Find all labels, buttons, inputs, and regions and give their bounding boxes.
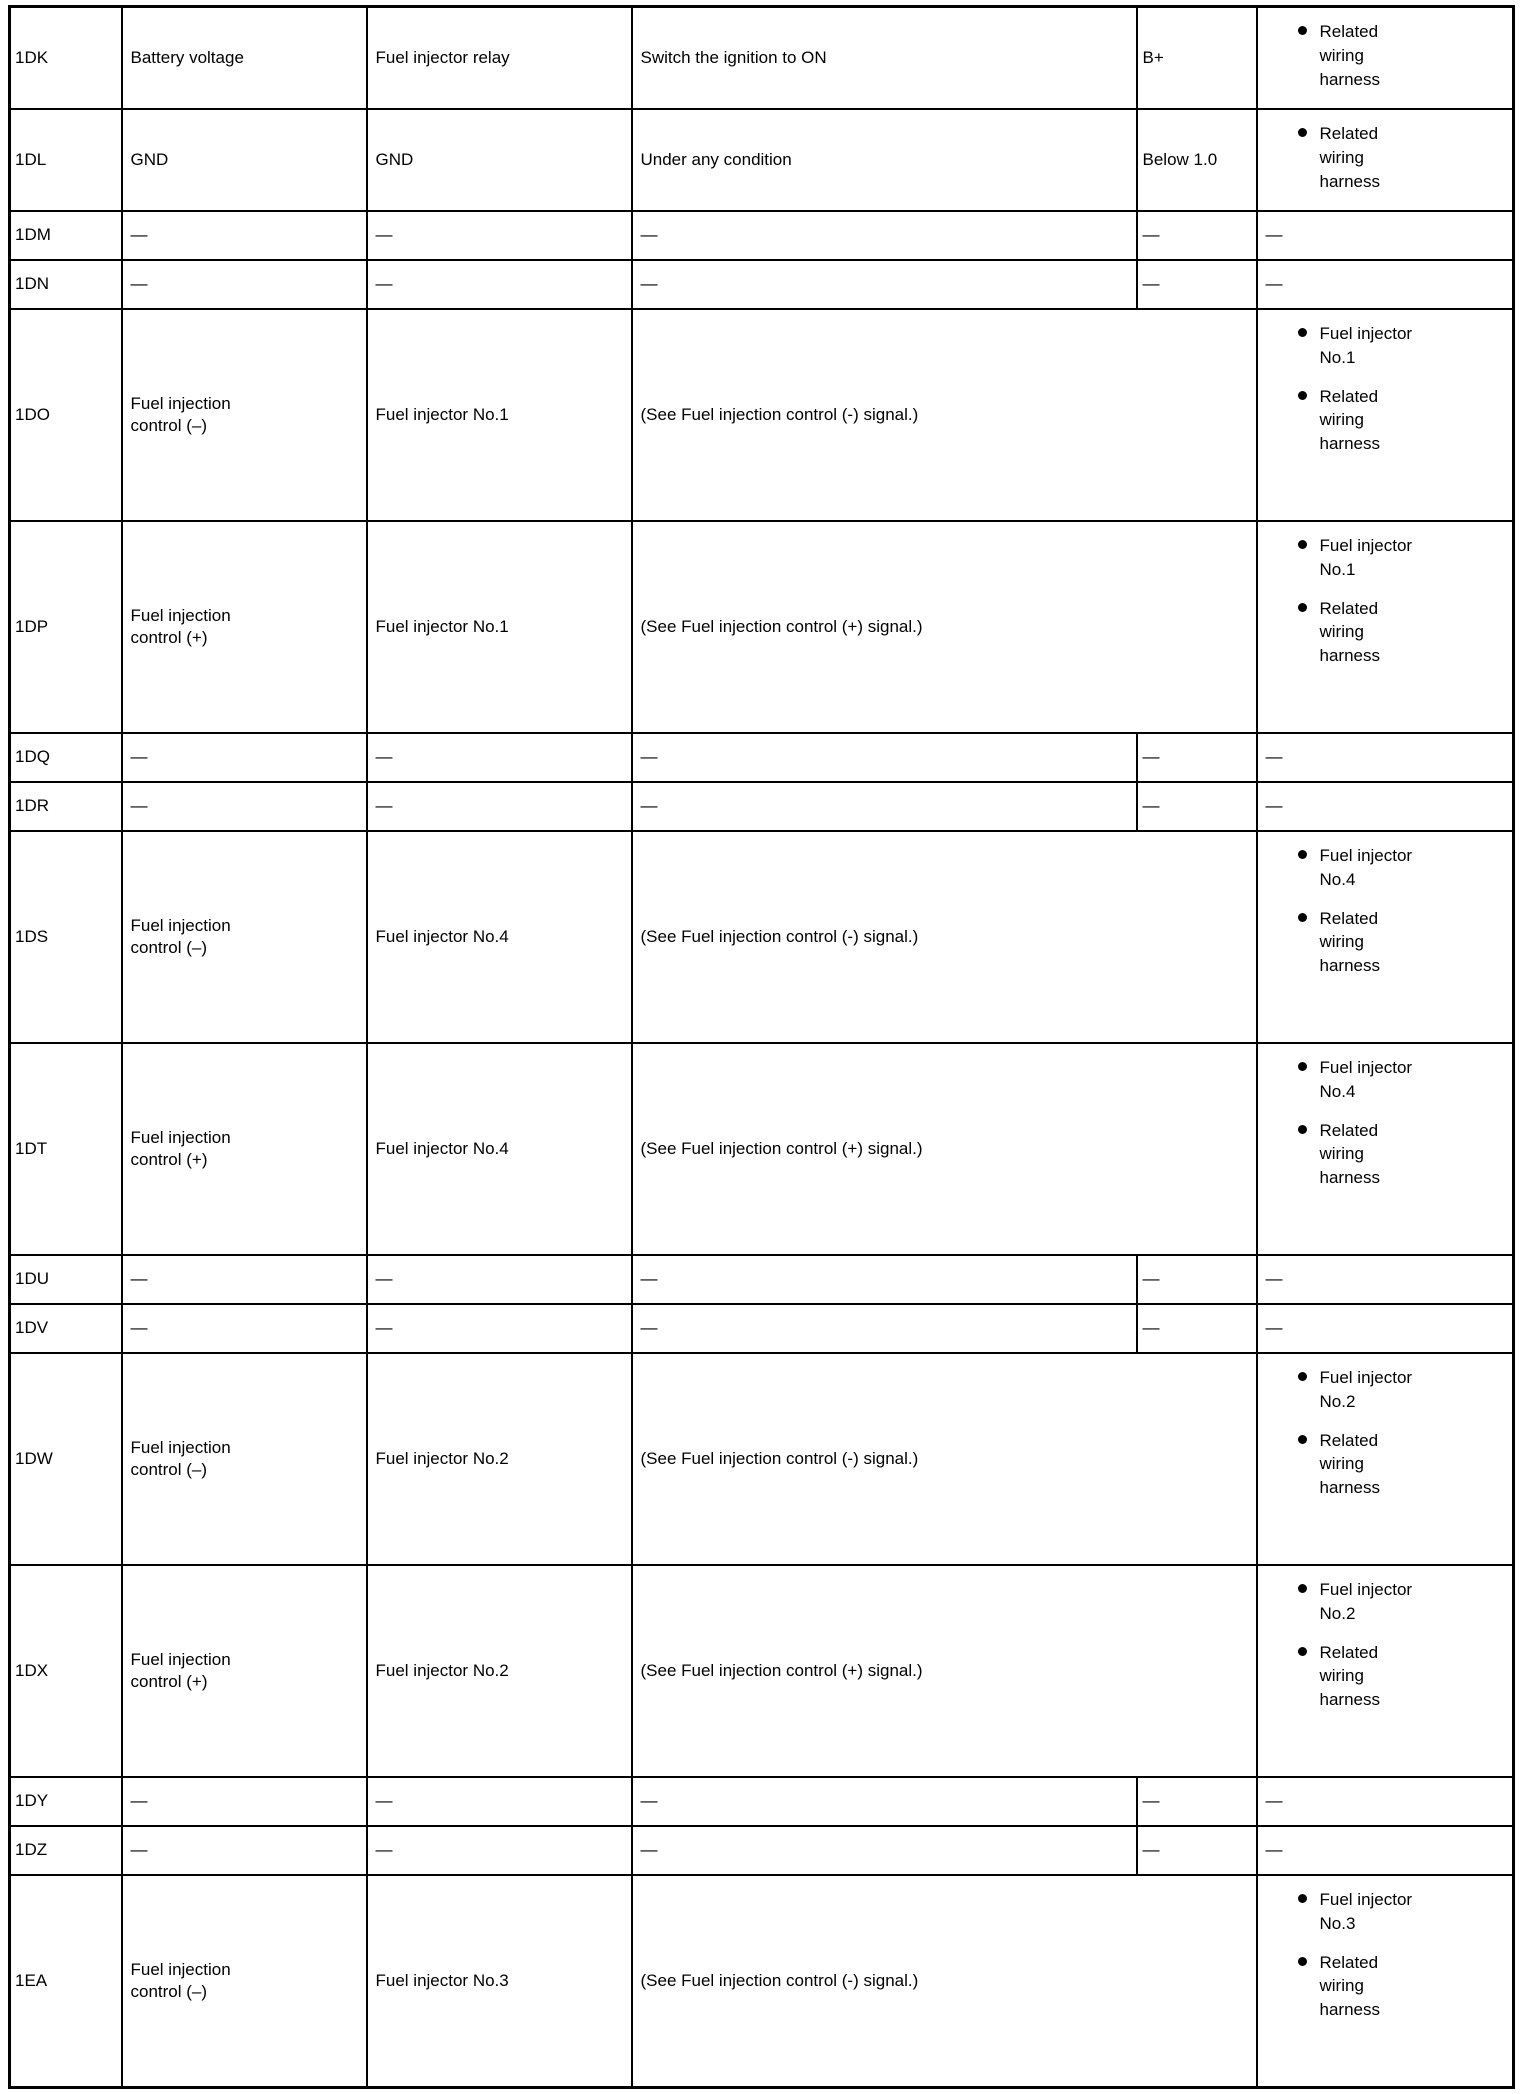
cell-condition [632, 211, 1137, 260]
inspection-list [1298, 20, 1507, 91]
bullet-icon [1298, 1584, 1307, 1593]
cell-signal [122, 309, 367, 521]
list-item [1298, 534, 1507, 582]
pinout-table [8, 5, 1515, 2089]
inspection-item-label: Related wiring harness [1319, 1952, 1380, 2020]
dash-value: — [1265, 796, 1283, 815]
cell-inspection [1257, 1255, 1514, 1304]
cell-connected [367, 109, 632, 211]
bullet-icon [1298, 1372, 1307, 1381]
condition-label: (See Fuel injection control (+) signal.) [640, 1138, 923, 1158]
cell-inspection [1257, 831, 1514, 1043]
list-item [1298, 1056, 1507, 1104]
cell-condition [632, 782, 1137, 831]
cell-signal [122, 1875, 367, 2088]
cell-signal [122, 1565, 367, 1777]
cell-connected [367, 260, 632, 309]
terminal-label: 1EA [15, 1970, 48, 1990]
cell-connected [367, 1565, 632, 1777]
terminal-label: 1DU [15, 1269, 50, 1289]
bullet-icon [1298, 1125, 1307, 1134]
cell-voltage [1137, 211, 1257, 260]
cell-connected [367, 1777, 632, 1826]
dash-value: — [375, 1791, 393, 1811]
cell-voltage [1137, 782, 1257, 831]
dash-value: — [1265, 747, 1283, 766]
table-row [10, 1304, 1514, 1353]
terminal-label: 1DR [15, 796, 50, 816]
terminal-label: 1DT [15, 1138, 48, 1158]
bullet-icon [1298, 603, 1307, 612]
cell-condition [632, 1565, 1257, 1777]
connected-label: GND [375, 149, 414, 169]
cell-terminal [10, 1043, 122, 1255]
cell-condition [632, 309, 1257, 521]
cell-inspection [1257, 1353, 1514, 1565]
cell-connected [367, 521, 632, 733]
cell-terminal [10, 260, 122, 309]
table-row [10, 733, 1514, 782]
dash-value: — [640, 1318, 658, 1338]
list-item [1298, 1429, 1507, 1500]
inspection-item-label: Related wiring harness [1319, 1120, 1380, 1188]
dash-value: — [640, 1269, 658, 1289]
inspection-list [1298, 1366, 1507, 1500]
dash-value: — [130, 1791, 148, 1811]
inspection-list [1298, 122, 1507, 193]
inspection-item-label: Related wiring harness [1319, 124, 1380, 191]
cell-terminal [10, 1565, 122, 1777]
connected-label: Fuel injector relay [375, 47, 510, 67]
cell-voltage [1137, 109, 1257, 211]
bullet-icon [1298, 540, 1307, 549]
cell-voltage [1137, 260, 1257, 309]
dash-value: — [1142, 1840, 1160, 1860]
table-row [10, 782, 1514, 831]
cell-inspection [1257, 1777, 1514, 1826]
cell-signal [122, 1777, 367, 1826]
signal-label: Fuel injection control (+) [130, 605, 231, 647]
dash-value: — [130, 274, 148, 294]
cell-voltage [1137, 7, 1257, 110]
inspection-list [1298, 844, 1507, 978]
cell-signal [122, 1304, 367, 1353]
dash-value: — [130, 1318, 148, 1338]
cell-condition [632, 109, 1137, 211]
cell-inspection [1257, 1304, 1514, 1353]
terminal-label: 1DY [15, 1791, 49, 1811]
cell-condition [632, 733, 1137, 782]
dash-value: — [640, 1791, 658, 1811]
inspection-item-label: Fuel injector No.4 [1319, 846, 1413, 889]
dash-value: — [130, 1840, 148, 1860]
inspection-item-label: Fuel injector No.2 [1319, 1580, 1413, 1623]
cell-signal [122, 831, 367, 1043]
cell-signal [122, 109, 367, 211]
table-row [10, 521, 1514, 733]
cell-terminal [10, 733, 122, 782]
pinout-table-body [10, 7, 1514, 2088]
cell-signal [122, 521, 367, 733]
cell-inspection [1257, 521, 1514, 733]
table-row [10, 1353, 1514, 1565]
table-row [10, 211, 1514, 260]
dash-value: — [1142, 1318, 1160, 1338]
bullet-icon [1298, 850, 1307, 859]
dash-value: — [640, 225, 658, 245]
dash-value: — [1265, 1840, 1283, 1859]
list-item [1298, 597, 1507, 668]
cell-signal [122, 211, 367, 260]
bullet-icon [1298, 1957, 1307, 1966]
cell-condition [632, 1777, 1137, 1826]
inspection-list [1298, 1888, 1507, 2022]
signal-label: Fuel injection control (–) [130, 1959, 231, 2001]
inspection-item-label: Related wiring harness [1319, 908, 1380, 976]
cell-condition [632, 1304, 1137, 1353]
cell-connected [367, 1043, 632, 1255]
inspection-item-label: Fuel injector No.4 [1319, 1058, 1413, 1101]
dash-value: — [1265, 274, 1283, 293]
dash-value: — [1142, 1791, 1160, 1811]
dash-value: — [1142, 796, 1160, 816]
cell-condition [632, 521, 1257, 733]
terminal-label: 1DO [15, 404, 50, 424]
inspection-item-label: Related wiring harness [1319, 1642, 1380, 1710]
voltage-value: Below 1.0 [1142, 149, 1218, 169]
cell-connected [367, 309, 632, 521]
terminal-label: 1DN [15, 274, 50, 294]
condition-label: (See Fuel injection control (-) signal.) [640, 404, 919, 424]
condition-label: Switch the ignition to ON [640, 47, 827, 67]
cell-connected [367, 782, 632, 831]
cell-condition [632, 7, 1137, 110]
cell-terminal [10, 1353, 122, 1565]
cell-connected [367, 1353, 632, 1565]
dash-value: — [130, 1269, 148, 1289]
dash-value: — [375, 1318, 393, 1338]
list-item [1298, 122, 1507, 193]
cell-signal [122, 7, 367, 110]
cell-connected [367, 1255, 632, 1304]
bullet-icon [1298, 1647, 1307, 1656]
cell-inspection [1257, 733, 1514, 782]
table-row [10, 260, 1514, 309]
dash-value: — [1142, 274, 1160, 294]
cell-terminal [10, 1875, 122, 2088]
table-row [10, 1255, 1514, 1304]
list-item [1298, 1951, 1507, 2022]
cell-voltage [1137, 1777, 1257, 1826]
dash-value: — [130, 747, 148, 767]
dash-value: — [640, 796, 658, 816]
bullet-icon [1298, 1435, 1307, 1444]
connected-label: Fuel injector No.4 [375, 926, 509, 946]
cell-connected [367, 211, 632, 260]
table-row [10, 831, 1514, 1043]
list-item [1298, 1641, 1507, 1712]
dash-value: — [375, 747, 393, 767]
dash-value: — [1265, 1269, 1283, 1288]
signal-label: Battery voltage [130, 47, 244, 67]
dash-value: — [375, 796, 393, 816]
cell-condition [632, 1255, 1137, 1304]
cell-terminal [10, 1777, 122, 1826]
dash-value: — [375, 274, 393, 294]
table-row [10, 109, 1514, 211]
cell-inspection [1257, 782, 1514, 831]
cell-connected [367, 7, 632, 110]
cell-inspection [1257, 260, 1514, 309]
cell-voltage [1137, 1304, 1257, 1353]
signal-label: GND [130, 149, 169, 169]
cell-inspection [1257, 211, 1514, 260]
inspection-item-label: Fuel injector No.1 [1319, 324, 1413, 367]
inspection-item-label: Related wiring harness [1319, 598, 1380, 666]
cell-inspection [1257, 7, 1514, 110]
cell-terminal [10, 109, 122, 211]
cell-inspection [1257, 1875, 1514, 2088]
cell-inspection [1257, 309, 1514, 521]
connected-label: Fuel injector No.3 [375, 1970, 509, 1990]
cell-terminal [10, 1255, 122, 1304]
dash-value: — [130, 796, 148, 816]
cell-condition [632, 1875, 1257, 2088]
connected-label: Fuel injector No.1 [375, 404, 509, 424]
cell-terminal [10, 831, 122, 1043]
connected-label: Fuel injector No.2 [375, 1660, 509, 1680]
dash-value: — [640, 747, 658, 767]
terminal-label: 1DZ [15, 1840, 48, 1860]
terminal-label: 1DQ [15, 747, 50, 767]
connected-label: Fuel injector No.4 [375, 1138, 509, 1158]
dash-value: — [1265, 225, 1283, 244]
cell-terminal [10, 521, 122, 733]
cell-condition [632, 831, 1257, 1043]
cell-signal [122, 782, 367, 831]
bullet-icon [1298, 391, 1307, 400]
bullet-icon [1298, 26, 1307, 35]
inspection-list [1298, 1578, 1507, 1712]
bullet-icon [1298, 1062, 1307, 1071]
bullet-icon [1298, 913, 1307, 922]
list-item [1298, 1888, 1507, 1936]
dash-value: — [640, 274, 658, 294]
inspection-list [1298, 534, 1507, 668]
list-item [1298, 322, 1507, 370]
terminal-label: 1DV [15, 1318, 49, 1338]
dash-value: — [1142, 747, 1160, 767]
terminal-label: 1DX [15, 1660, 49, 1680]
dash-value: — [375, 1840, 393, 1860]
terminal-label: 1DP [15, 616, 49, 636]
cell-voltage [1137, 1255, 1257, 1304]
dash-value: — [1142, 225, 1160, 245]
signal-label: Fuel injection control (+) [130, 1649, 231, 1691]
bullet-icon [1298, 128, 1307, 137]
inspection-list [1298, 322, 1507, 456]
cell-condition [632, 1043, 1257, 1255]
inspection-list [1298, 1056, 1507, 1190]
table-row [10, 1875, 1514, 2088]
table-row [10, 1565, 1514, 1777]
table-row [10, 309, 1514, 521]
signal-label: Fuel injection control (+) [130, 1127, 231, 1169]
condition-label: (See Fuel injection control (-) signal.) [640, 926, 919, 946]
table-row [10, 1043, 1514, 1255]
dash-value: — [1142, 1269, 1160, 1289]
cell-terminal [10, 7, 122, 110]
terminal-label: 1DM [15, 225, 51, 245]
cell-connected [367, 1304, 632, 1353]
cell-signal [122, 1353, 367, 1565]
terminal-label: 1DW [15, 1448, 53, 1468]
list-item [1298, 907, 1507, 978]
list-item [1298, 385, 1507, 456]
cell-terminal [10, 1304, 122, 1353]
dash-value: — [1265, 1318, 1283, 1337]
condition-label: (See Fuel injection control (-) signal.) [640, 1448, 919, 1468]
inspection-item-label: Fuel injector No.2 [1319, 1368, 1413, 1411]
inspection-item-label: Fuel injector No.3 [1319, 1890, 1413, 1933]
list-item [1298, 1578, 1507, 1626]
cell-terminal [10, 782, 122, 831]
condition-label: (See Fuel injection control (+) signal.) [640, 616, 923, 636]
signal-label: Fuel injection control (–) [130, 915, 231, 957]
table-row [10, 7, 1514, 110]
cell-condition [632, 1353, 1257, 1565]
inspection-item-label: Fuel injector No.1 [1319, 536, 1413, 579]
cell-signal [122, 260, 367, 309]
condition-label: Under any condition [640, 149, 792, 169]
terminal-label: 1DL [15, 149, 47, 169]
list-item [1298, 20, 1507, 91]
bullet-icon [1298, 1894, 1307, 1903]
cell-signal [122, 1255, 367, 1304]
cell-terminal [10, 309, 122, 521]
cell-connected [367, 733, 632, 782]
cell-condition [632, 260, 1137, 309]
connected-label: Fuel injector No.2 [375, 1448, 509, 1468]
list-item [1298, 1119, 1507, 1190]
dash-value: — [640, 1840, 658, 1860]
cell-inspection [1257, 1043, 1514, 1255]
condition-label: (See Fuel injection control (-) signal.) [640, 1970, 919, 1990]
dash-value: — [375, 225, 393, 245]
signal-label: Fuel injection control (–) [130, 393, 231, 435]
inspection-item-label: Related wiring harness [1319, 386, 1380, 454]
cell-connected [367, 1875, 632, 2088]
table-row [10, 1777, 1514, 1826]
inspection-item-label: Related wiring harness [1319, 1430, 1380, 1498]
voltage-value: B+ [1142, 47, 1164, 67]
inspection-item-label: Related wiring harness [1319, 22, 1380, 89]
cell-signal [122, 1043, 367, 1255]
dash-value: — [375, 1269, 393, 1289]
connected-label: Fuel injector No.1 [375, 616, 509, 636]
cell-inspection [1257, 1565, 1514, 1777]
cell-connected [367, 831, 632, 1043]
cell-inspection [1257, 109, 1514, 211]
signal-label: Fuel injection control (–) [130, 1437, 231, 1479]
dash-value: — [1265, 1791, 1283, 1810]
list-item [1298, 844, 1507, 892]
cell-signal [122, 733, 367, 782]
terminal-label: 1DK [15, 47, 49, 67]
list-item [1298, 1366, 1507, 1414]
cell-voltage [1137, 733, 1257, 782]
terminal-label: 1DS [15, 926, 49, 946]
bullet-icon [1298, 328, 1307, 337]
dash-value: — [130, 225, 148, 245]
cell-terminal [10, 211, 122, 260]
condition-label: (See Fuel injection control (+) signal.) [640, 1660, 923, 1680]
